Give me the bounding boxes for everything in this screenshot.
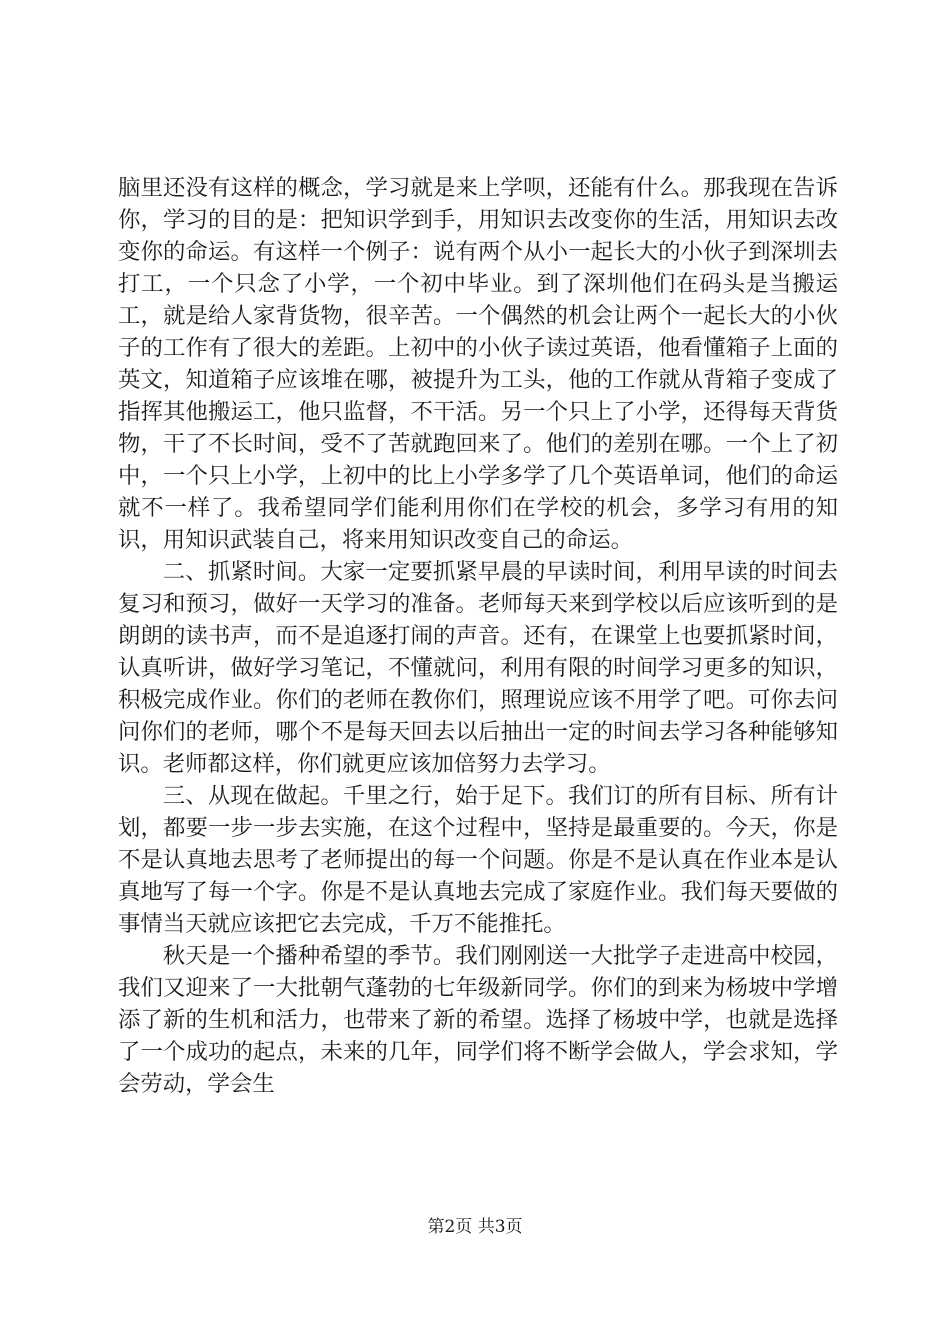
document-body	[118, 172, 838, 1100]
paragraph-4: 秋天是一个播种希望的季节。我们刚刚送一大批学子走进高中校园，我们又迎来了一大批朝气蓬勃的七年级新同学。你们的到来为杨坡中学增添了新的生机和活力，也带来了新的希望。选择了杨坡中学，也就是选择了一个成功的起点，未来的几年，同学们将不断学会做人，学会求知，学会劳动，学会生	[118, 943, 838, 1097]
paragraph-3: 三、从现在做起。千里之行，始于足下。我们订的所有目标、所有计划，都要一步一步去实施，在这个过程中，坚持是最重要的。今天，你是不是认真地去思考了老师提出的每一个问题。你是不是认真在作业本是认真地写了每一个字。你是不是认真地去完成了家庭作业。我们每天要做的事情当天就应该把它去完成，千万不能推托。	[118, 783, 838, 937]
paragraph-2: 二、抓紧时间。大家一定要抓紧早晨的早读时间，利用早读的时间去复习和预习，做好一天学习的准备。老师每天来到学校以后应该听到的是朗朗的读书声，而不是追逐打闹的声音。还有，在课堂上也要抓紧时间，认真听讲，做好学习笔记，不懂就问，利用有限的时间学习更多的知识，积极完成作业。你们的老师在教你们，照理说应该不用学了吧。可你去问问你们的老师，哪个不是每天回去以后抽出一定的时间去学习各种能够知识。老师都这样，你们就更应该加倍努力去学习。	[118, 559, 838, 777]
page-number-footer: 第2页 共3页	[427, 1217, 523, 1237]
paragraph-1: 脑里还没有这样的概念，学习就是来上学呗，还能有什么。那我现在告诉你，学习的目的是：把知识学到手，用知识去改变你的生活，用知识去改变你的命运。有这样一个例子：说有两个从小一起长大的小伙子到深圳去打工，一个只念了小学，一个初中毕业。到了深圳他们在码头是当搬运工，就是给人家背货物，很辛苦。一个偶然的机会让两个一起长大的小伙子的工作有了很大的差距。上初中的小伙子读过英语，他看懂箱子上面的英文，知道箱子应该堆在哪，被提升为工头，他的工作就从背箱子变成了指挥其他搬运工，他只监督，不干活。另一个只上了小学，还得每天背货物，干了不长时间，受不了苦就跑回来了。他们的差别在哪。一个上了初中，一个只上小学，上初中的比上小学多学了几个英语单词，他们的命运就不一样了。我希望同学们能利用你们在学校的机会，多学习有用的知识，用知识武装自己，将来用知识改变自己的命运。	[118, 175, 838, 553]
